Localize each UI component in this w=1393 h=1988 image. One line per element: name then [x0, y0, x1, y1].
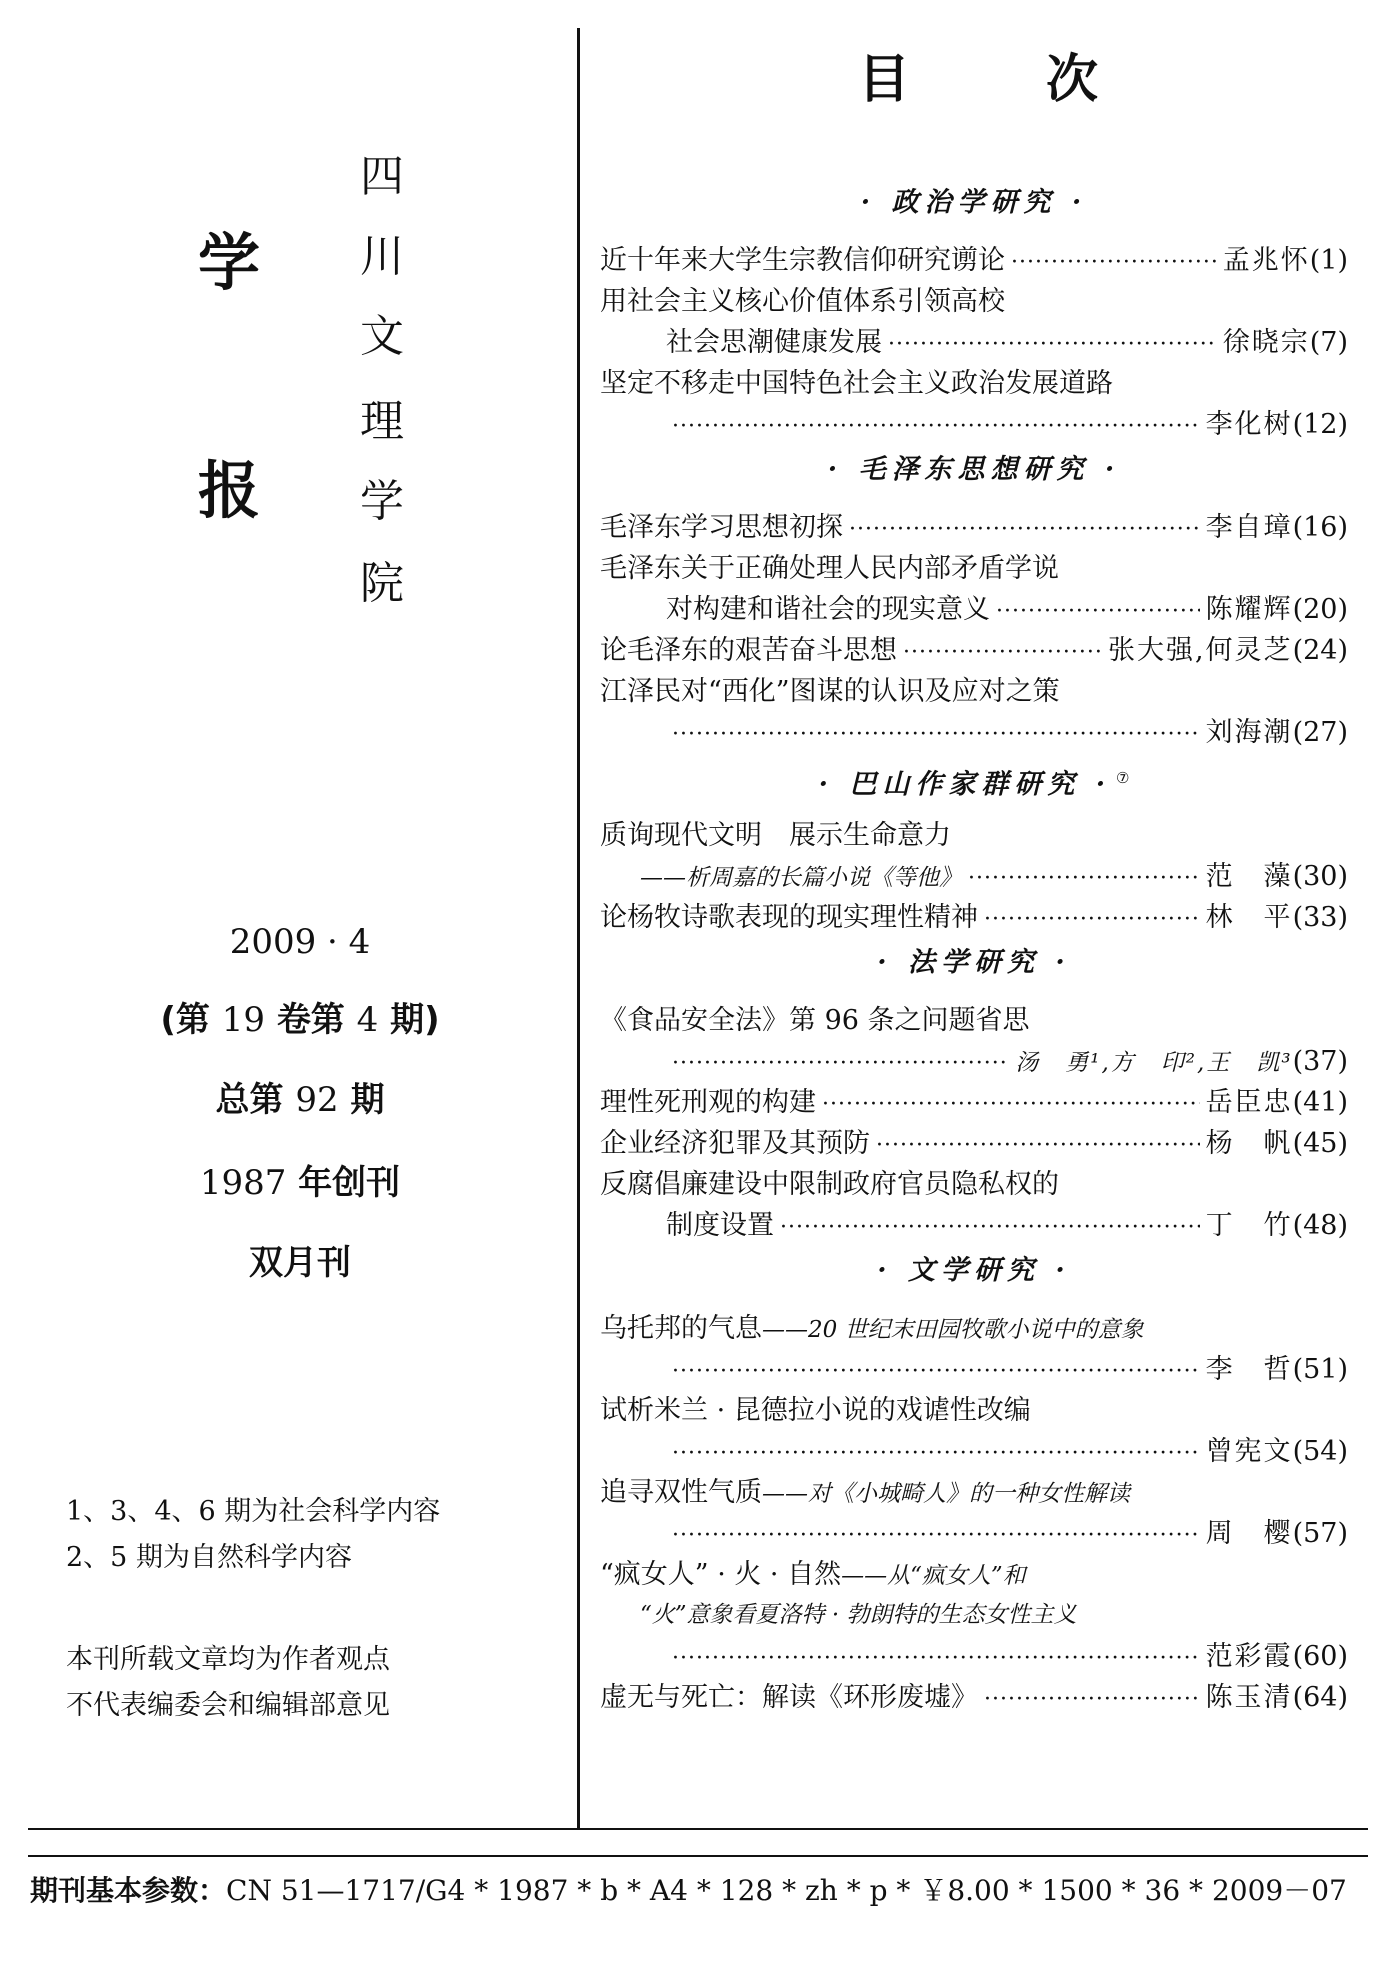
journal-type-char: 学: [197, 226, 260, 299]
toc-line: [600, 404, 1348, 445]
footer-rule-bottom: [28, 1855, 1368, 1857]
dot-leader: [996, 591, 1200, 632]
toc-entry: [600, 1164, 1348, 1246]
toc-entry: [600, 507, 1348, 548]
article-author: 李化树: [1205, 409, 1293, 440]
toc-line: [600, 507, 1348, 548]
article-author: 刘海潮: [1205, 717, 1293, 748]
toc-entry: [600, 240, 1348, 281]
article-title: 试析米兰 · 昆德拉小说的戏谑性改编: [600, 1395, 1031, 1426]
disclaimer-1: 本刊所载文章均为作者观点: [66, 1644, 390, 1675]
dot-leader: [672, 1515, 1200, 1556]
dot-leader: [876, 1125, 1200, 1166]
journal-parameters: [30, 1873, 1347, 1909]
dot-leader: [672, 1351, 1200, 1392]
toc-line: [600, 630, 1348, 671]
article-subtitle: “火”意象看夏洛特 · 勃朗特的生态女性主义: [640, 1602, 1077, 1628]
dot-leader: [984, 1679, 1200, 1720]
article-page: (24): [1292, 635, 1348, 666]
toc-line: [600, 1123, 1348, 1164]
article-author: 范 藻: [1205, 861, 1293, 892]
dot-leader: [903, 632, 1102, 673]
toc-entry: [600, 1000, 1348, 1082]
toc-line: [600, 1082, 1348, 1123]
article-title: 论杨牧诗歌表现的现实理性精神: [600, 902, 978, 933]
article-author: 周 樱: [1205, 1518, 1293, 1549]
dot-leader: [672, 1638, 1200, 1679]
toc-line: [600, 1472, 1348, 1513]
article-author: 张大强,何灵芝: [1107, 635, 1293, 666]
article-title: 理性死刑观的构建: [600, 1087, 816, 1118]
journal-name-char: 川: [360, 231, 404, 282]
article-page: (57): [1292, 1518, 1348, 1549]
toc-line: [600, 1000, 1348, 1041]
toc-line: [600, 548, 1348, 589]
toc-entry: [600, 363, 1348, 445]
toc-line: [600, 363, 1348, 404]
article-title: 虚无与死亡：解读《环形废墟》: [600, 1682, 978, 1713]
article-author: 陈耀辉: [1205, 594, 1293, 625]
article-author: 汤 勇¹,方 印²,王 凯³: [1015, 1050, 1293, 1076]
journal-name-char: 院: [360, 558, 404, 609]
section-footnote-mark: ⑦: [1111, 769, 1130, 787]
journal-name-char: 学: [360, 476, 404, 527]
toc-entry: [600, 815, 1348, 897]
toc-line: [600, 1308, 1348, 1349]
article-title: 乌托邦的气息: [600, 1313, 762, 1344]
article-title: 近十年来大学生宗教信仰研究谫论: [600, 245, 1005, 276]
dot-leader: [672, 1433, 1200, 1474]
toc-line: [600, 712, 1348, 753]
toc-entry: [600, 897, 1348, 938]
table-of-contents: [600, 178, 1348, 1718]
article-title: 坚定不移走中国特色社会主义政治发展道路: [600, 368, 1113, 399]
article-author: 曾宪文: [1205, 1436, 1293, 1467]
article-page: (12): [1292, 409, 1348, 440]
toc-line: [600, 1595, 1348, 1636]
toc-entry: [600, 1554, 1348, 1677]
article-author: 李 哲: [1205, 1354, 1293, 1385]
article-title: 制度设置: [666, 1210, 774, 1241]
article-page: (1): [1309, 245, 1348, 276]
article-title: 论毛泽东的艰苦奋斗思想: [600, 635, 897, 666]
disclaimer-2: 不代表编委会和编辑部意见: [66, 1690, 390, 1721]
article-title: 毛泽东学习思想初探: [600, 512, 843, 543]
parameters-label: 期刊基本参数：: [30, 1874, 227, 1907]
article-author: 李自璋: [1205, 512, 1293, 543]
article-title: 企业经济犯罪及其预防: [600, 1128, 870, 1159]
toc-line: [600, 1349, 1348, 1390]
article-author: 杨 帆: [1205, 1128, 1293, 1159]
article-title: 《食品安全法》第 96 条之问题省思: [600, 1005, 1030, 1036]
article-page: (30): [1292, 861, 1348, 892]
article-title: 用社会主义核心价值体系引领高校: [600, 286, 1005, 317]
toc-entry: [600, 1677, 1348, 1718]
toc-section-title: · 巴山作家群研究 · ⑦: [818, 769, 1130, 800]
issue-volume: (第 19 卷第 4 期): [160, 1000, 440, 1040]
toc-line: [600, 1431, 1348, 1472]
article-page: (64): [1292, 1682, 1348, 1713]
article-page: (45): [1292, 1128, 1348, 1159]
article-author: 林 平: [1205, 902, 1293, 933]
toc-entry: [600, 1082, 1348, 1123]
article-page: (20): [1292, 594, 1348, 625]
dot-leader: [780, 1207, 1200, 1248]
dot-leader: [984, 899, 1200, 940]
footer-rule-top: [28, 1828, 1368, 1830]
toc-line: [600, 1677, 1348, 1718]
toc-line: [600, 1554, 1348, 1595]
article-author: 范彩霞: [1205, 1641, 1293, 1672]
article-title: “疯女人” · 火 · 自然: [600, 1559, 842, 1590]
dot-leader: [968, 858, 1200, 899]
article-title: 反腐倡廉建设中限制政府官员隐私权的: [600, 1169, 1059, 1200]
toc-line: [600, 281, 1348, 322]
toc-entry: [600, 548, 1348, 630]
dot-leader: [822, 1084, 1200, 1125]
article-title: 毛泽东关于正确处理人民内部矛盾学说: [600, 553, 1059, 584]
toc-line: [600, 240, 1348, 281]
column-divider: [577, 28, 580, 1828]
toc-entry: [600, 281, 1348, 363]
toc-section-title: · 政治学研究 ·: [860, 187, 1088, 218]
dot-leader: [888, 324, 1217, 365]
toc-entry: [600, 630, 1348, 671]
toc-section-title: · 毛泽东思想研究 ·: [827, 454, 1121, 485]
toc-entry: [600, 671, 1348, 753]
issue-founded: 1987 年创刊: [199, 1163, 401, 1203]
toc-section-title: · 文学研究 ·: [877, 1255, 1071, 1286]
article-title: 质询现代文明 展示生命意力: [600, 820, 951, 851]
issue-frequency: 双月刊: [249, 1243, 351, 1283]
toc-line: [600, 1205, 1348, 1246]
toc-line: [600, 671, 1348, 712]
toc-line: [600, 589, 1348, 630]
article-subtitle: ——对《小城畸人》的一种女性解读: [762, 1481, 1130, 1507]
article-title: ——析周嘉的长篇小说《等他》: [640, 865, 962, 891]
toc-line: [600, 856, 1348, 897]
article-author: 孟兆怀: [1222, 245, 1310, 276]
article-page: (60): [1292, 1641, 1348, 1672]
parameters-value: CN 51—1717/G4 * 1987 * b * A4 * 128 * zh * p * ￥8.00 * 1500 * 36 * 2009－07: [226, 1874, 1347, 1907]
toc-line: [600, 1041, 1348, 1082]
toc-line: [600, 1513, 1348, 1554]
dot-leader: [672, 714, 1200, 755]
issue-total: 总第 92 期: [215, 1080, 385, 1120]
article-page: (48): [1292, 1210, 1348, 1241]
content-note-2: 2、5 期为自然科学内容: [66, 1542, 352, 1573]
dot-leader: [672, 406, 1200, 447]
journal-name-char: 理: [360, 396, 404, 447]
article-page: (33): [1292, 902, 1348, 933]
article-title: 江泽民对“西化”图谋的认识及应对之策: [600, 676, 1060, 707]
toc-entry: [600, 1472, 1348, 1554]
article-author: 丁 竹: [1205, 1210, 1293, 1241]
toc-line: [600, 1390, 1348, 1431]
article-page: (51): [1292, 1354, 1348, 1385]
dot-leader: [849, 509, 1200, 550]
article-page: (27): [1292, 717, 1348, 748]
article-page: (16): [1292, 512, 1348, 543]
dot-leader: [1011, 242, 1217, 283]
toc-line: [600, 897, 1348, 938]
issue-year-number: 2009 · 4: [229, 922, 371, 962]
journal-name-char: 四: [360, 151, 404, 202]
toc-line: [600, 1636, 1348, 1677]
article-author: 徐晓宗: [1222, 327, 1310, 358]
journal-type-char: 报: [197, 454, 260, 527]
article-author: 陈玉清: [1205, 1682, 1293, 1713]
article-page: (37): [1292, 1046, 1348, 1077]
toc-section-title: · 法学研究 ·: [877, 947, 1071, 978]
toc-title: 目 次: [858, 50, 1098, 110]
toc-line: [600, 1164, 1348, 1205]
article-page: (54): [1292, 1436, 1348, 1467]
dot-leader: [672, 1043, 1009, 1084]
article-page: (41): [1292, 1087, 1348, 1118]
article-author: 岳臣忠: [1205, 1087, 1293, 1118]
toc-line: [600, 815, 1348, 856]
article-subtitle: ——从“疯女人”和: [841, 1563, 1026, 1589]
article-title: 社会思潮健康发展: [666, 327, 882, 358]
article-title: 追寻双性气质: [600, 1477, 762, 1508]
content-note-1: 1、3、4、6 期为社会科学内容: [66, 1496, 441, 1527]
article-page: (7): [1309, 327, 1348, 358]
toc-entry: [600, 1308, 1348, 1390]
toc-entry: [600, 1390, 1348, 1472]
toc-entry: [600, 1123, 1348, 1164]
article-subtitle: ——20 世纪末田园牧歌小说中的意象: [762, 1317, 1144, 1343]
toc-line: [600, 322, 1348, 363]
journal-name-char: 文: [360, 311, 404, 362]
article-title: 对构建和谐社会的现实意义: [666, 594, 990, 625]
